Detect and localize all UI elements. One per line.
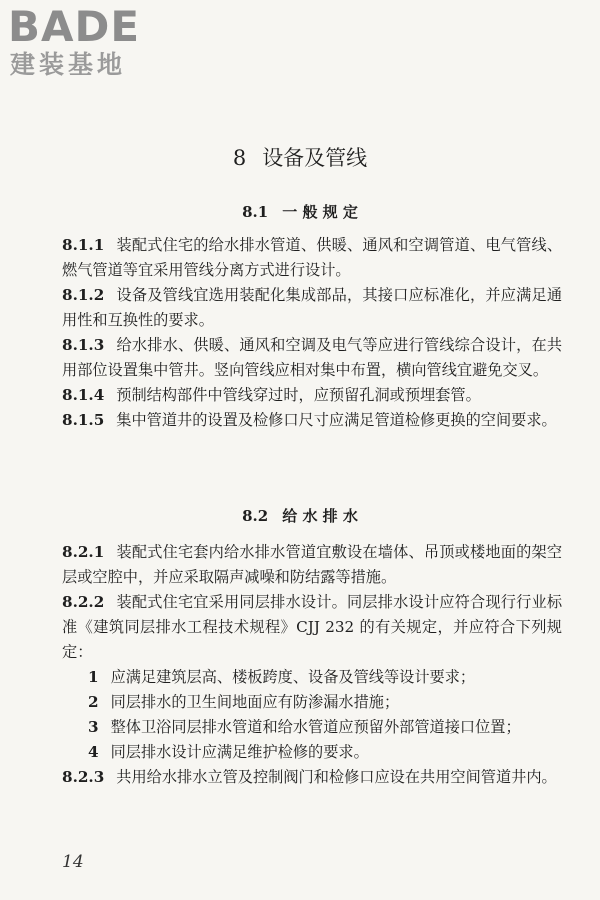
list-item — [62, 665, 562, 690]
section-8-1-body — [62, 233, 562, 433]
clause-number: 8.2.2 — [62, 593, 105, 611]
item-text: 同层排水设计应满足维护检修的要求。 — [110, 743, 369, 761]
clause — [62, 333, 562, 383]
clause — [62, 233, 562, 283]
section-heading-8-1 — [0, 200, 600, 224]
clause — [62, 590, 562, 665]
clause-text: 设备及管线宜选用装配化集成部品，其接口应标准化，并应满足通用性和互换性的要求。 — [62, 286, 562, 329]
section-title: 给 水 排 水 — [282, 507, 358, 525]
item-number: 1 — [88, 668, 99, 686]
chapter-heading — [0, 143, 600, 173]
item-number: 3 — [88, 718, 99, 736]
clause-number: 8.1.5 — [62, 411, 105, 429]
list-item — [62, 715, 562, 740]
clause-number: 8.2.3 — [62, 768, 105, 786]
clause — [62, 383, 562, 408]
item-number: 4 — [88, 743, 99, 761]
clause-text: 集中管道井的设置及检修口尺寸应满足管道检修更换的空间要求。 — [116, 411, 557, 429]
logo-wordmark: BADE — [8, 2, 141, 51]
clause-number: 8.1.4 — [62, 386, 105, 404]
clause-number: 8.1.1 — [62, 236, 105, 254]
clause — [62, 408, 562, 433]
clause-number: 8.2.1 — [62, 543, 105, 561]
clause-text: 装配式住宅宜采用同层排水设计。同层排水设计应符合现行行业标准《建筑同层排水工程技术规程》CJJ 232 的有关规定，并应符合下列规定： — [62, 593, 562, 661]
bade-logo — [8, 4, 178, 80]
item-text: 同层排水的卫生间地面应有防渗漏水措施； — [110, 693, 400, 711]
logo-subtitle: 建装基地 — [10, 50, 127, 79]
clause-text: 装配式住宅套内给水排水管道宜敷设在墙体、吊顶或楼地面的架空层或空腔中，并应采取隔声减噪和防结露等措施。 — [62, 543, 562, 586]
section-heading-8-2 — [0, 504, 600, 528]
page-number: 14 — [62, 852, 84, 872]
clause-text: 装配式住宅的给水排水管道、供暖、通风和空调管道、电气管线、燃气管道等宜采用管线分离方式进行设计。 — [62, 236, 562, 279]
clause-text: 共用给水排水立管及控制阀门和检修口应设在共用空间管道井内。 — [116, 768, 557, 786]
list-item — [62, 690, 562, 715]
chapter-number: 8 — [232, 146, 247, 170]
clause-number: 8.1.3 — [62, 336, 105, 354]
section-number: 8.2 — [242, 507, 269, 525]
clause — [62, 540, 562, 590]
item-text: 整体卫浴同层排水管道和给水管道应预留外部管道接口位置； — [110, 718, 521, 736]
item-text: 应满足建筑层高、楼板跨度、设备及管线等设计要求； — [110, 668, 476, 686]
section-8-2-body — [62, 540, 562, 790]
section-number: 8.1 — [242, 203, 269, 221]
list-item — [62, 740, 562, 765]
clause-text: 预制结构部件中管线穿过时，应预留孔洞或预埋套管。 — [116, 386, 481, 404]
clause — [62, 283, 562, 333]
chapter-title: 设备及管线 — [262, 146, 368, 170]
clause-number: 8.1.2 — [62, 286, 105, 304]
item-number: 2 — [88, 693, 99, 711]
clause — [62, 765, 562, 790]
section-title: 一 般 规 定 — [282, 203, 358, 221]
clause-text: 给水排水、供暖、通风和空调及电气等应进行管线综合设计，在共用部位设置集中管井。竖向管线应相对集中布置，横向管线宜避免交叉。 — [62, 336, 562, 379]
